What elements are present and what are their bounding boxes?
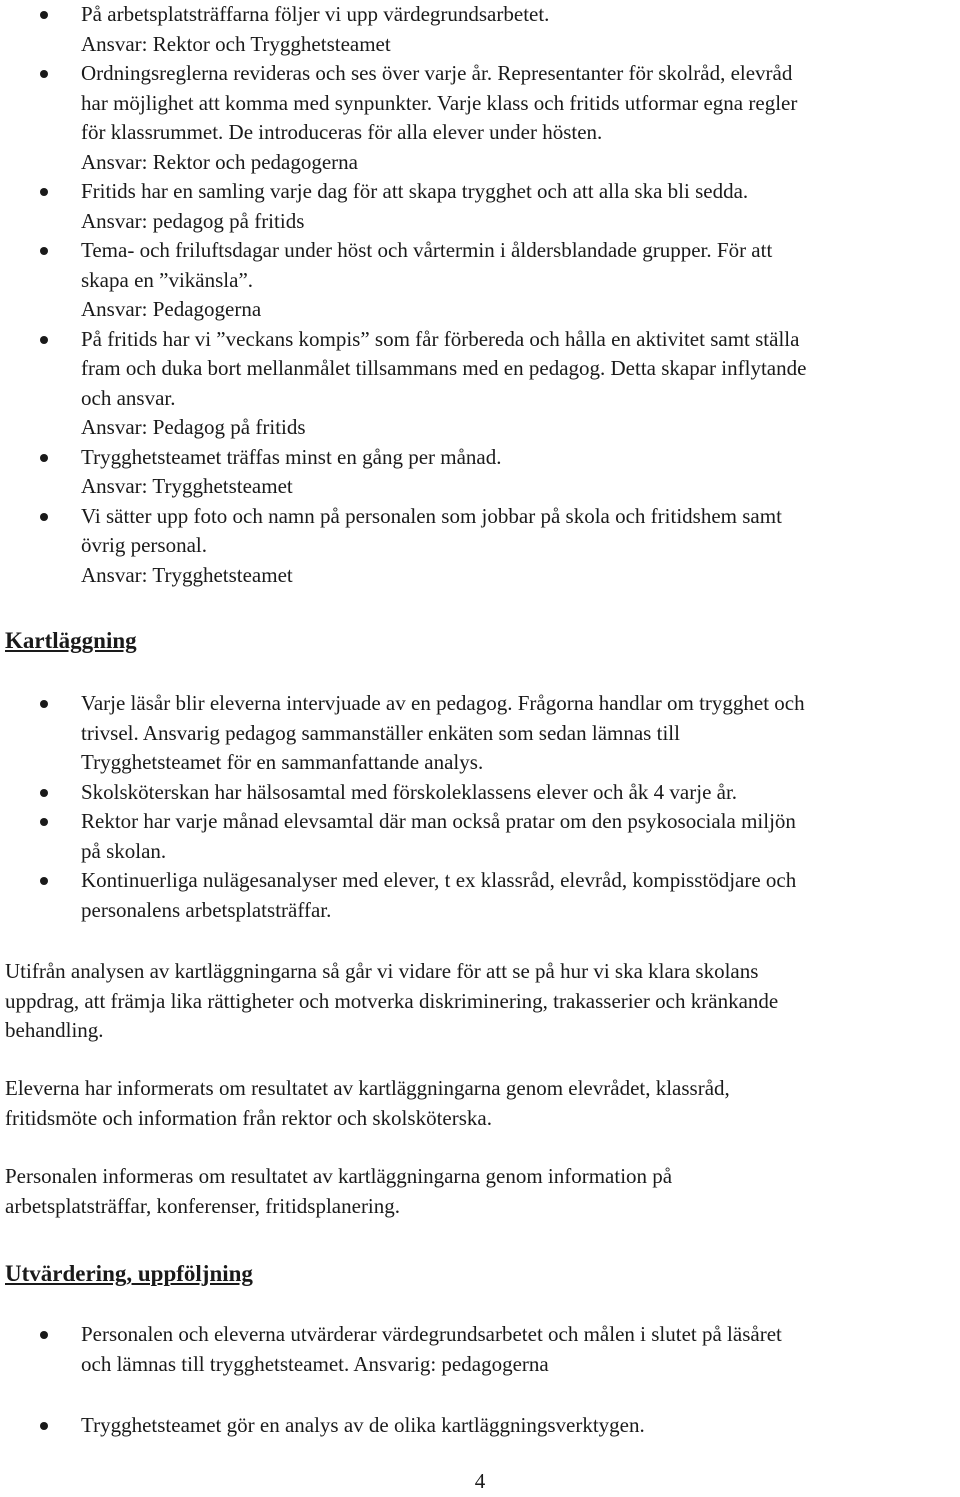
list-item-line: Ansvar: Pedagog på fritids [81,415,306,439]
list-item [0,1320,960,1379]
list-item-line: Trygghetsteamet för en sammanfattande analys. [81,750,484,774]
list-item [0,807,960,866]
bullet-icon [40,247,48,255]
staff-informed-paragraph [5,1162,955,1221]
value-work-list [0,0,960,590]
bullet-icon [40,188,48,196]
list-item-line: på skolan. [81,838,167,863]
list-item [0,866,960,925]
bullet-icon [40,70,48,78]
list-item [0,443,960,502]
list-item-line: övrig personal. [81,533,207,557]
list-item-line: Ansvar: Trygghetsteamet [81,562,293,587]
list-item-line: Skolsköterskan har hälsosamtal med förskoleklassens elever och åk 4 varje år. [81,779,738,804]
bullet-icon [40,700,48,708]
paragraph-line: Personalen informeras om resultatet av kartläggningarna genom information på [5,1164,673,1188]
list-item-line: Ansvar: Rektor och pedagogerna [81,149,358,174]
list-item-line: för klassrummet. De introduceras för alla elever under hösten. [81,120,603,144]
bullet-icon [40,336,48,344]
list-item-line: Rektor har varje månad elevsamtal där man också pratar om den psykosociala miljön [81,809,796,833]
list-item-line: Ordningsreglerna revideras och ses över varje år. Representanter för skolråd, elevråd [81,61,793,85]
list-item-line: Vi sätter upp foto och namn på personalen som jobbar på skola och fritidshem samt [81,503,782,528]
list-item-line: Varje läsår blir eleverna intervjuade av en pedagog. Frågorna handlar om trygghet och [81,691,805,715]
list-item [0,502,960,591]
list-item-line: Ansvar: pedagog på fritids [81,208,305,233]
bullet-icon [40,454,48,462]
paragraph-line: arbetsplatsträffar, konferenser, fritidsplanering. [5,1193,401,1218]
students-informed-paragraph [5,1074,955,1133]
paragraph-line: behandling. [5,1018,104,1042]
paragraph-line: uppdrag, att främja lika rättigheter och motverka diskriminering, trakasserier och kränkande [5,988,779,1013]
bullet-icon [40,11,48,19]
bullet-icon [40,1422,48,1430]
bullet-icon [40,789,48,797]
list-item-line: och ansvar. [81,385,176,410]
page-number: 4 [474,1469,486,1493]
bullet-icon [40,877,48,885]
paragraph-line: fritidsmöte och information från rektor och skolsköterska. [5,1105,492,1130]
list-item-line: Trygghetsteamet gör en analys av de olika kartläggningsverktygen. [81,1413,645,1437]
evaluation-list-continued [0,1411,960,1441]
evaluation-list [0,1320,960,1379]
list-item [0,59,960,177]
list-item-line: trivsel. Ansvarig pedagog sammanställer enkäten som sedan lämnas till [81,720,680,745]
list-item-line: Personalen och eleverna utvärderar värdegrundsarbetet och målen i slutet på läsåret [81,1322,782,1346]
list-item [0,778,960,808]
section-heading-kartlaggning: Kartläggning [5,628,137,653]
list-item-line: skapa en ”vikänsla”. [81,267,254,292]
paragraph-line: Eleverna har informerats om resultatet av kartläggningarna genom elevrådet, klassråd, [5,1076,730,1100]
section-heading-utvardering: Utvärdering, uppföljning [5,1261,253,1286]
survey-list [0,689,960,925]
bullet-icon [40,1331,48,1339]
list-item-line: Fritids har en samling varje dag för att skapa trygghet och att alla ska bli sedda. [81,179,749,203]
list-item-line: Kontinuerliga nulägesanalyser med elever, t ex klassråd, elevråd, kompisstödjare och [81,868,797,892]
list-item [0,236,960,325]
list-item [0,689,960,778]
list-item-line: Tema- och friluftsdagar under höst och vårtermin i åldersblandade grupper. För att [81,238,773,262]
list-item [0,0,960,59]
paragraph-line: Utifrån analysen av kartläggningarna så går vi vidare för att se på hur vi ska klara skolans [5,959,759,983]
list-item [0,325,960,443]
list-item-line: personalens arbetsplatsträffar. [81,897,332,922]
list-item-line: och lämnas till trygghetsteamet. Ansvarig: pedagogerna [81,1351,549,1376]
list-item-line: fram och duka bort mellanmålet tillsammans med en pedagog. Detta skapar inflytande [81,356,807,380]
list-item-line: På fritids har vi ”veckans kompis” som får förbereda och hålla en aktivitet samt ställa [81,326,800,351]
bullet-icon [40,818,48,826]
list-item-line: Trygghetsteamet träffas minst en gång per månad. [81,444,502,469]
list-item-line: har möjlighet att komma med synpunkter. Varje klass och fritids utformar egna regler [81,90,798,115]
list-item [0,177,960,236]
analysis-paragraph [5,957,955,1046]
list-item-line: Ansvar: Pedagogerna [81,297,262,321]
list-item-line: Ansvar: Rektor och Trygghetsteamet [81,31,391,56]
list-item [0,1411,960,1441]
bullet-icon [40,513,48,521]
list-item-line: Ansvar: Trygghetsteamet [81,474,293,498]
list-item-line: På arbetsplatsträffarna följer vi upp värdegrundsarbetet. [81,2,550,26]
